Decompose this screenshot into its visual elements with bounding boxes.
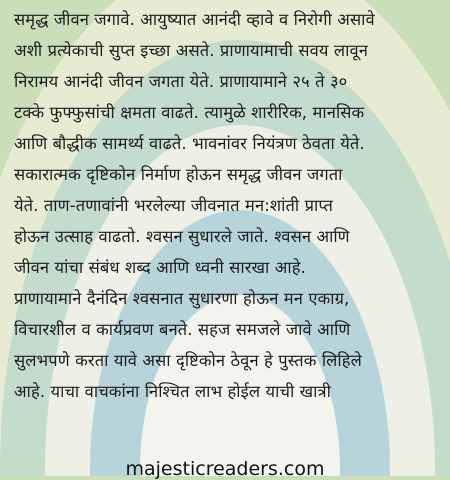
text-line: येते. ताण-तणावांनी भरलेल्या जीवनात मन:शांती प्राप्त — [14, 196, 334, 215]
text-line: होऊन उत्साह वाढतो. श्वसन सुधारले जाते. श्वसन आणि — [14, 227, 350, 246]
text-line: प्राणायामाने दैनंदिन श्वसनात सुधारणा होऊन मन एकाग्र, — [14, 289, 350, 308]
paragraph-text — [14, 4, 442, 407]
text-line: आहे. याचा वाचकांना निश्चित लाभ होईल याची खात्री — [14, 382, 332, 401]
text-line: जीवन यांचा संबंध शब्द आणि ध्वनी सारखा आहे. — [14, 258, 306, 277]
text-line: निरामय आनंदी जीवन जगता येते. प्राणायामाने २५ ते ३० — [14, 72, 348, 91]
watermark-text: majesticreaders.com — [125, 458, 325, 480]
text-line: विचारशील व कार्यप्रवण बनते. सहज समजले जावे आणि — [14, 320, 351, 339]
text-line: टक्के फुफ्फुसांची क्षमता वाढते. त्यामुळे शारीरिक, मानसिक — [14, 103, 365, 122]
text-line: सुलभपणे करता यावे असा दृष्टिकोन ठेवून हे पुस्तक लिहिले — [14, 351, 362, 370]
text-line: सकारात्मक दृष्टिकोन निर्माण होऊन समृद्ध जीवन जगता — [14, 165, 343, 184]
text-line: अशी प्रत्येकाची सुप्त इच्छा असते. प्राणायामाची सवय लावून — [14, 41, 369, 60]
text-line: समृद्ध जीवन जगावे. आयुष्यात आनंदी व्हावे व निरोगी असावे — [14, 10, 375, 29]
text-line: आणि बौद्धीक सामर्थ्य वाढते. भावनांवर नियंत्रण ठेवता येते. — [14, 134, 365, 153]
